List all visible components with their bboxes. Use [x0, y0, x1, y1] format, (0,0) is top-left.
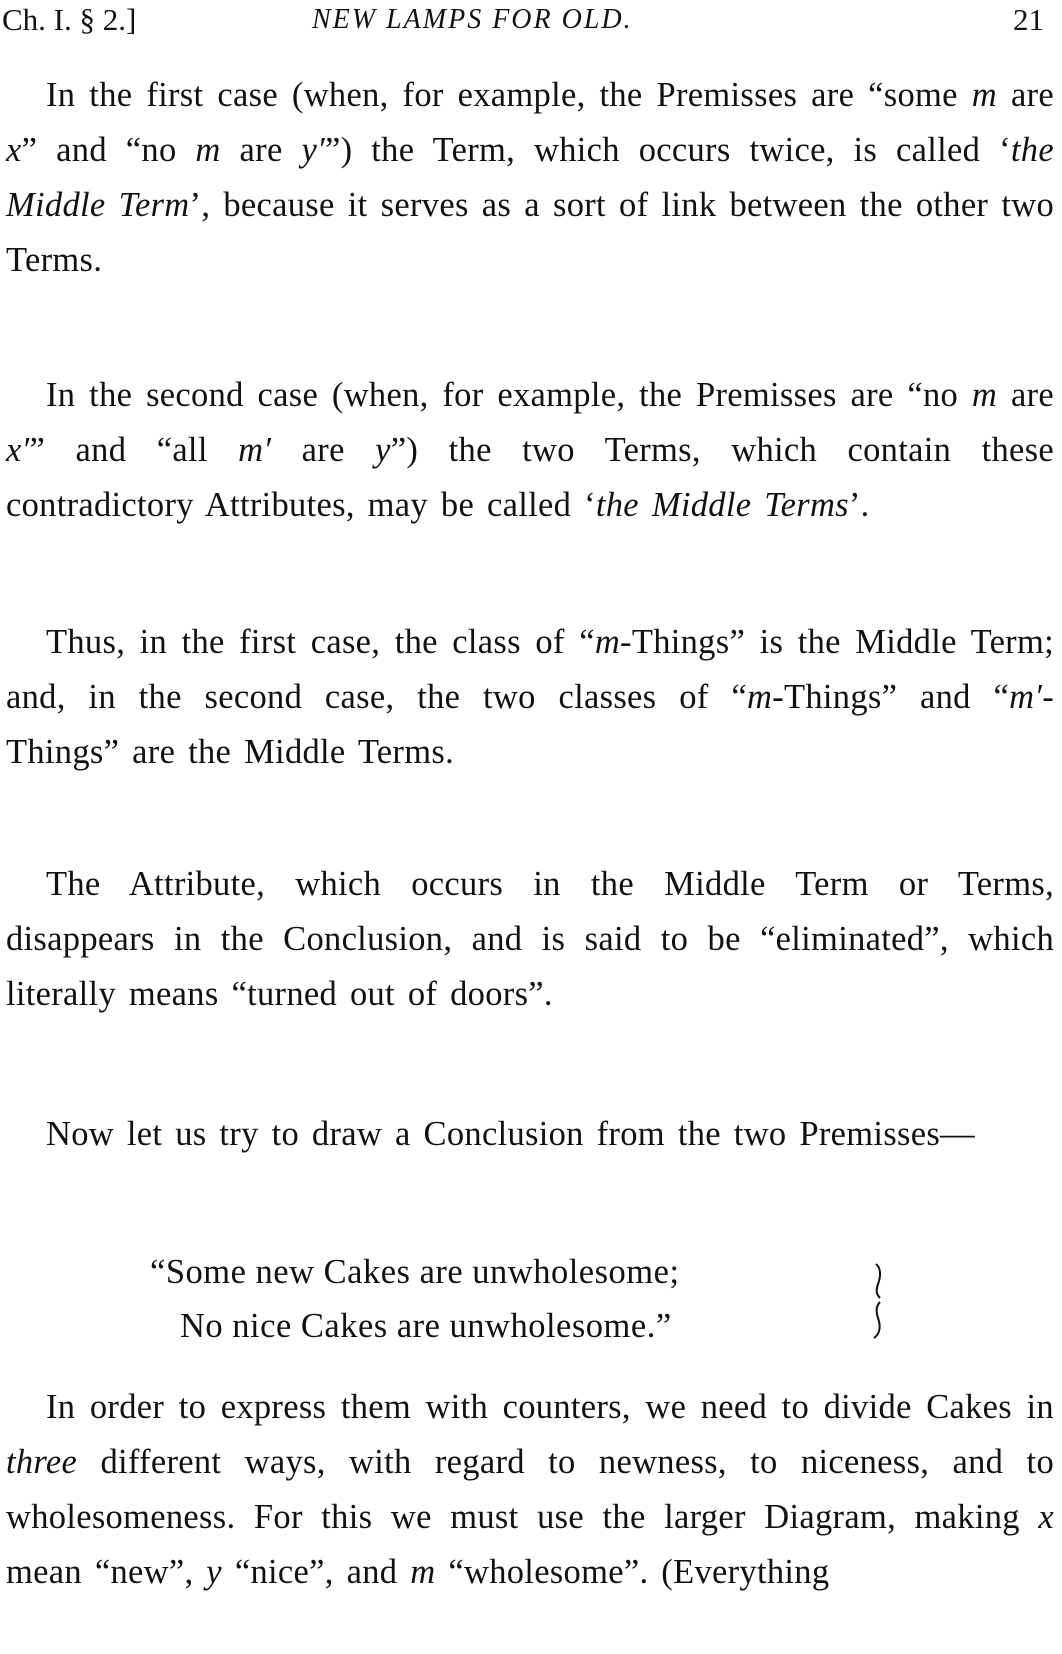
- paragraph-middle-terms: In the second case (when, for example, the Premisses are “no m are x′” and “all m′ are y”) the two Terms, which contain these contradictory Attributes, may be called ‘the Middle Terms’.: [6, 376, 1054, 524]
- paragraph-eliminated: The Attribute, which occurs in the Middle Term or Terms, disappears in the Conclusion, and is said to be “eliminated”, which literally means “turned out of doors”.: [6, 865, 1054, 1013]
- italic-term: the Middle Term: [6, 131, 1054, 224]
- paragraph-classes: Thus, in the first case, the class of “m-Things” is the Middle Term; and, in the second case, the two classes of “m-Things” and “m′-Things” are the Middle Terms.: [6, 623, 1054, 771]
- brace-icon: [870, 1262, 886, 1340]
- italic-emphasis: three: [6, 1443, 78, 1481]
- premises-quote: [150, 1245, 680, 1353]
- paragraph-counters: In order to express them with counters, we need to divide Cakes in three different ways, with regard to newness, to niceness, and to wholesomeness. For this we must use the larger Diagram, making x mean “new”, y “nice”, and m “wholesome”. (Everything: [6, 1388, 1054, 1591]
- paragraph-conclusion-intro: Now let us try to draw a Conclusion from the two Premisses—: [46, 1115, 975, 1153]
- premise-line-1: “Some new Cakes are unwholesome;: [150, 1253, 680, 1291]
- chapter-reference: Ch. I. § 2.]: [2, 2, 137, 37]
- paragraph-middle-term: In the first case (when, for example, the Premisses are “some m are x” and “no m are y′”) the Term, which occurs twice, is called ‘the Middle Term’, because it serves as a sort of link between the other two Terms.: [6, 76, 1054, 279]
- italic-term: the Middle Terms: [595, 486, 849, 524]
- running-title: NEW LAMPS FOR OLD.: [312, 4, 633, 35]
- premise-line-2: No nice Cakes are unwholesome.”: [180, 1307, 672, 1345]
- page-number: 21: [1013, 2, 1044, 37]
- running-header: [0, 0, 1062, 40]
